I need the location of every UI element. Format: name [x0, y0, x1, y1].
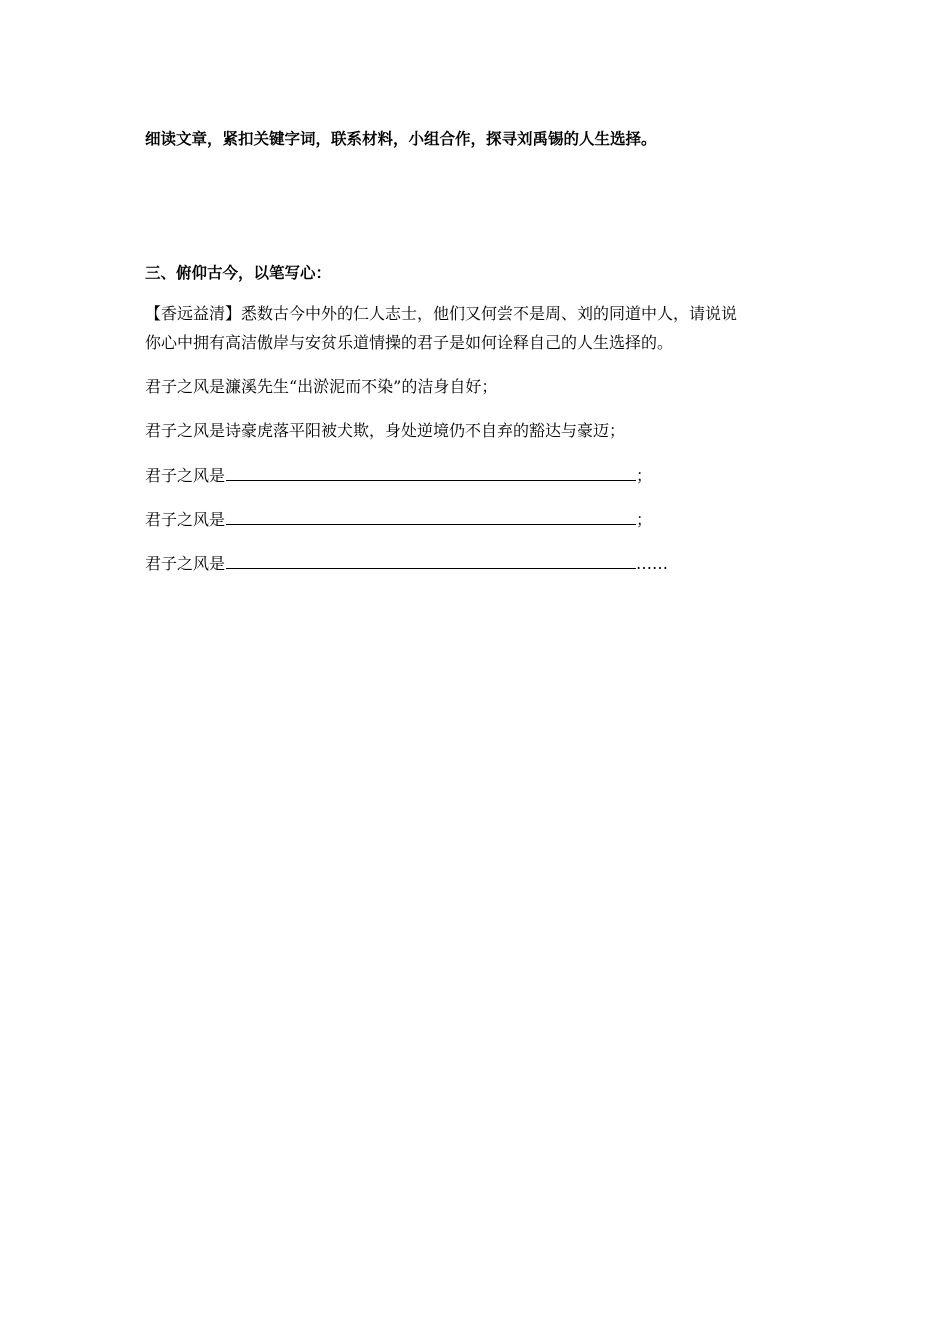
- fill-in-line-2: [145, 508, 652, 530]
- fill-in-suffix: ；: [636, 510, 653, 529]
- fill-in-line-1: [145, 464, 652, 486]
- example-line-1: 君子之风是濂溪先生“出淤泥而不染”的洁身自好；: [145, 377, 498, 396]
- answer-blank[interactable]: [226, 552, 636, 569]
- section-heading: 三、俯仰古今，以笔写心：: [145, 264, 332, 282]
- prompt-text-line-2: 你心中拥有高洁傲岸与安贫乐道情操的君子是如何诠释自己的人生选择的。: [145, 333, 674, 352]
- instruction-text: 细读文章，紧扣关键字词，联系材料，小组合作，探寻刘禹锡的人生选择。: [145, 130, 657, 148]
- fill-in-prefix: 君子之风是: [145, 510, 226, 529]
- fill-in-suffix: ；: [636, 466, 653, 485]
- fill-in-line-3: [145, 552, 668, 574]
- example-line-2: 君子之风是诗豪虎落平阳被犬欺，身处逆境仍不自弃的豁达与豪迈；: [145, 421, 626, 440]
- fill-in-suffix: ……: [636, 554, 669, 573]
- fill-in-prefix: 君子之风是: [145, 554, 226, 573]
- fill-in-prefix: 君子之风是: [145, 466, 226, 485]
- answer-blank[interactable]: [226, 508, 636, 525]
- prompt-text-line-1: 【香远益清】悉数古今中外的仁人志士，他们又何尝不是周、刘的同道中人，请说说: [145, 304, 738, 323]
- answer-blank[interactable]: [226, 464, 636, 481]
